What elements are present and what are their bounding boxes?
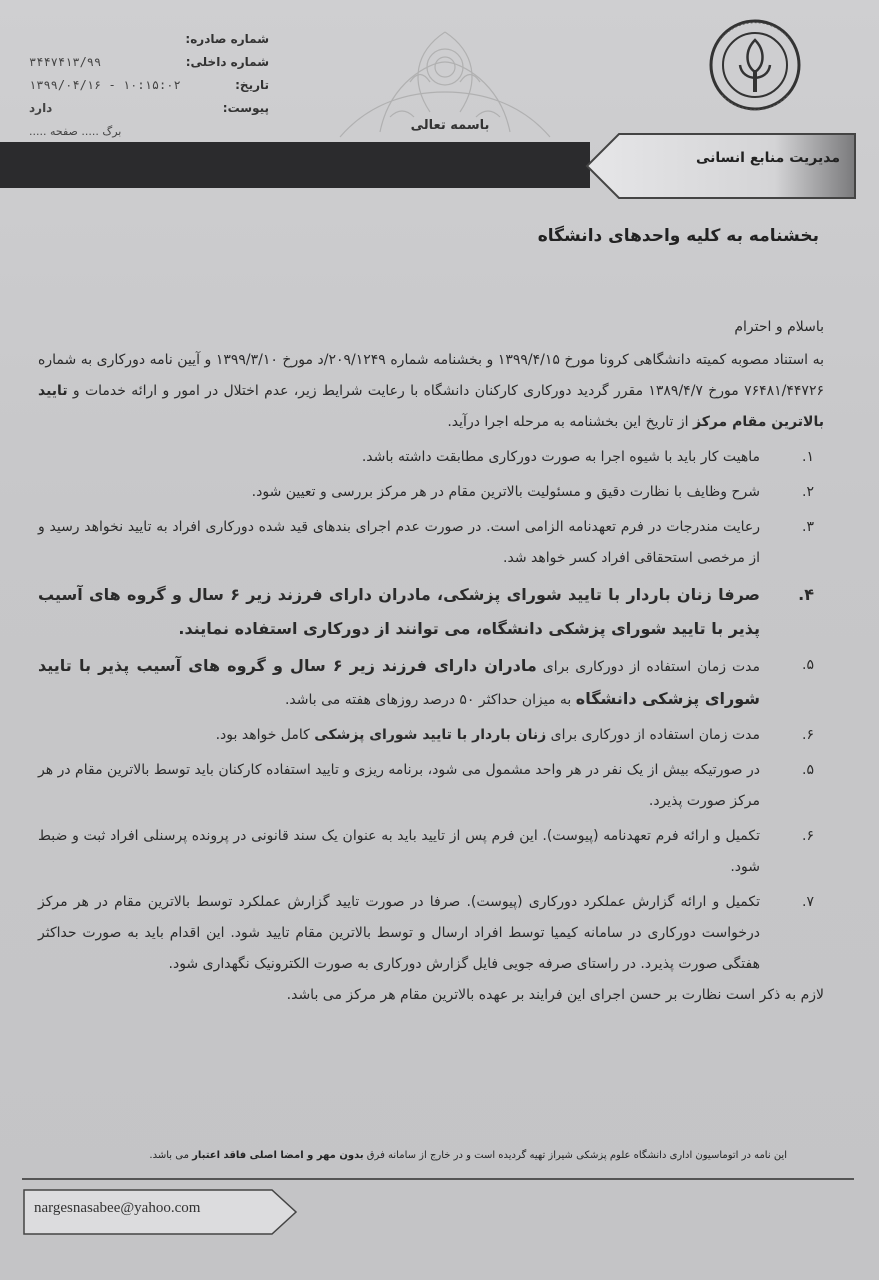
pages-count: برگ ..... صفحه ..... <box>29 125 122 138</box>
department-name: مدیریت منابع انسانی <box>696 150 840 166</box>
letter-body <box>38 312 824 1011</box>
issue-number-label: شماره صادره: <box>185 32 269 46</box>
issue-number-row <box>29 28 269 51</box>
letter-meta <box>29 28 269 143</box>
basmala: باسمه تعالی <box>410 118 490 133</box>
department-banner <box>585 132 857 200</box>
list-item: ۱. ماهیت کار باید با شیوه اجرا به صورت دورکاری مطابقت داشته باشد. <box>361 449 814 465</box>
greeting: باسلام و احترام <box>734 319 824 335</box>
automation-footnote: این نامه در اتوماسیون اداری دانشگاه علوم پزشکی شیراز تهیه گردیده است و در خارج از سامانه فرق بدون مهر و امضا اصلی فاقد اعتبار می باشد. <box>149 1150 787 1161</box>
attachment-label: پیوست: <box>222 101 269 115</box>
list-item-bold: ۴. صرفا زنان باردار با تایید شورای پزشکی، مادران دارای فرزند زیر ۶ سال و گروه های آسیب پذیر با تایید شورای پزشکی دانشگاه، می توانند از دورکاری استفاده نمایند. <box>38 585 814 638</box>
attachment-row <box>29 97 269 120</box>
header-dark-bar <box>0 142 590 188</box>
list-item: ۲. شرح وظایف با نظارت دقیق و مسئولیت بالاترین مقام در هر مرکز بررسی و تعیین شود. <box>251 484 814 500</box>
list-item: ۶. مدت زمان استفاده از دورکاری برای زنان باردار با تایید شورای پزشکی کامل خواهد بود. <box>215 727 814 743</box>
list-item: ۳. رعایت مندرجات در فرم تعهدنامه الزامی است. در صورت عدم اجرای بندهای قید شده دورکاری افراد به تایید نخواهد رسید و از مرخصی استحقاقی افراد کسر خواهد شد. <box>38 519 814 566</box>
internal-number-value: ۳۴۴۷۴۱۳/۹۹ <box>29 55 102 69</box>
intro-paragraph: به استناد مصوبه کمیته دانشگاهی کرونا مورخ ۱۳۹۹/۴/۱۵ و بخشنامه شماره ۲۰۹/۱۲۴۹/د مورخ ۱۳۹۹/۳/۱۰ و آیین نامه دورکاری به شماره ۷۶۴۸۱/۴۴۷۲۶ مورخ ۱۳۸۹/۴/۷ مقرر گردید دورکاری کارکنان دانشگاه با رعایت شرایط زیر، عدم اختلال در امور و ارائه خدمات و تایید بالاترین مقام مرکز از تاریخ این بخشنامه به مرحله اجرا درآید. <box>38 352 825 430</box>
list-item: ۶. تکمیل و ارائه فرم تعهدنامه (پیوست). این فرم پس از تایید باید به عنوان یک سند قانونی در پرونده پرسنلی افراد ثبت و ضبط شود. <box>38 828 814 875</box>
attachment-value: دارد <box>29 101 53 115</box>
list-item: ۷. تکمیل و ارائه گزارش عملکرد دورکاری (پیوست). صرفا در صورت تایید گزارش عملکرد توسط بالاترین مقام در هر مرکز درخواست دورکاری در سامانه کیمیا توسط افراد ارسال و توسط بالاترین مقام تایید شود. این اقدام باید به صورت حداکثر هفتگی صورت پذیرد. در راستای صرفه جویی فایل گزارش دورکاری به صورت الکترونیک نگهداری شود. <box>38 894 814 972</box>
university-logo <box>700 10 810 120</box>
date-value: ۱۳۹۹/۰۴/۱۶ - ۱۰:۱۵:۰۲ <box>29 78 181 92</box>
internal-number-row <box>29 51 269 74</box>
date-row <box>29 74 269 97</box>
date-label: تاریخ: <box>235 78 269 92</box>
footer-divider <box>22 1178 854 1180</box>
closing-paragraph: لازم به ذکر است نظارت بر حسن اجرای این فرایند بر عهده بالاترین مقام هر مرکز می باشد. <box>286 987 824 1003</box>
list-item: ۵. مدت زمان استفاده از دورکاری برای مادران دارای فرزند زیر ۶ سال و گروه های آسیب پذیر با تایید شورای پزشکی دانشگاه به میزان حداکثر ۵۰ درصد روزهای هفته می باشد. <box>38 656 814 708</box>
internal-number-label: شماره داخلی: <box>185 55 269 69</box>
letter-subject: بخشنامه به کلیه واحدهای دانشگاه <box>537 226 819 246</box>
contact-email: nargesnasabee@yahoo.com <box>34 1200 201 1216</box>
list-item: ۵. در صورتیکه بیش از یک نفر در هر واحد مشمول می شود، برنامه ریزی و تایید استفاده کارکنان باید توسط بالاترین مقام در هر مرکز صورت پذیرد. <box>38 762 814 809</box>
